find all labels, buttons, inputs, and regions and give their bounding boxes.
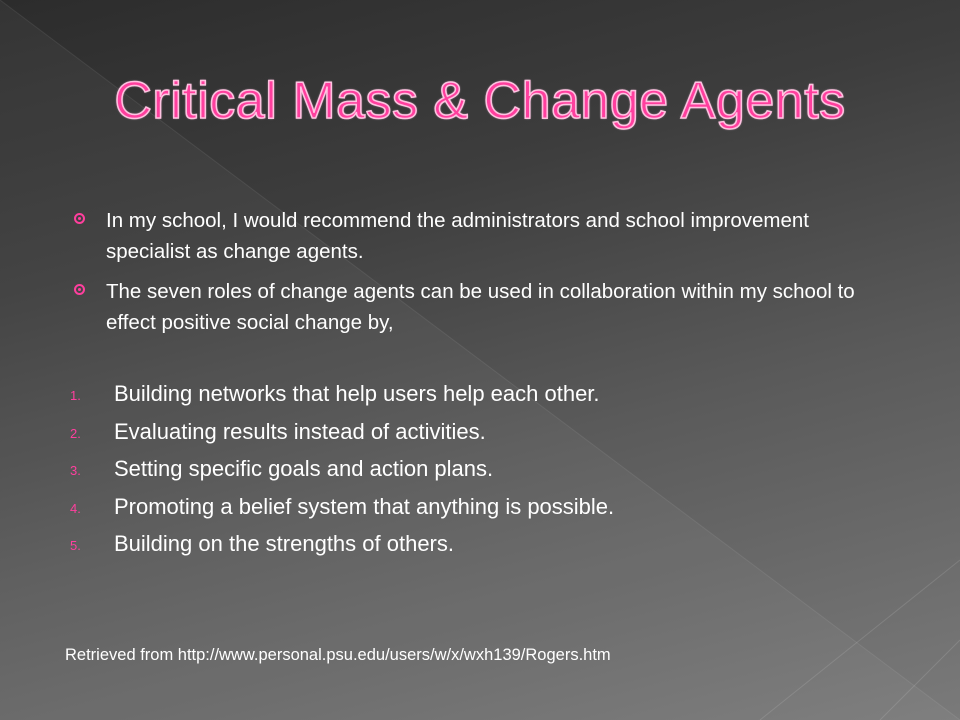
list-item-text: Setting specific goals and action plans.: [114, 456, 494, 481]
list-item-text: Evaluating results instead of activities.: [114, 418, 486, 444]
list-number: 5.: [70, 538, 81, 553]
list-item: [70, 488, 870, 526]
source-citation: Retrieved from http://www.personal.psu.edu/users/w/x/wxh139/Rogers.htm: [65, 646, 611, 664]
list-item: [70, 375, 870, 413]
bullet-item: [70, 276, 870, 338]
list-number: 1.: [70, 388, 81, 403]
list-item: [70, 450, 870, 488]
circled-dot-icon: [74, 284, 85, 295]
circled-dot-icon: [74, 213, 85, 224]
bullet-text: In my school, I would recommend the administrators and school improvement specialist as change agents.: [106, 209, 810, 263]
list-number: 2.: [70, 425, 81, 441]
numbered-list: [70, 375, 870, 563]
list-item-text: Building networks that help users help each other.: [114, 381, 600, 406]
slide-title: Critical Mass & Change Agents: [114, 72, 846, 130]
bullet-text: The seven roles of change agents can be used in collaboration within my school to effect positive social change by,: [106, 280, 855, 334]
list-item: [70, 413, 870, 451]
list-number: 4.: [70, 500, 81, 516]
list-item-text: Promoting a belief system that anything is possible.: [114, 493, 615, 519]
slide-content: [70, 205, 870, 563]
list-item: [70, 525, 870, 563]
bullet-item: [70, 205, 870, 267]
list-item-text: Building on the strengths of others.: [114, 531, 454, 556]
list-number: 3.: [70, 463, 81, 478]
